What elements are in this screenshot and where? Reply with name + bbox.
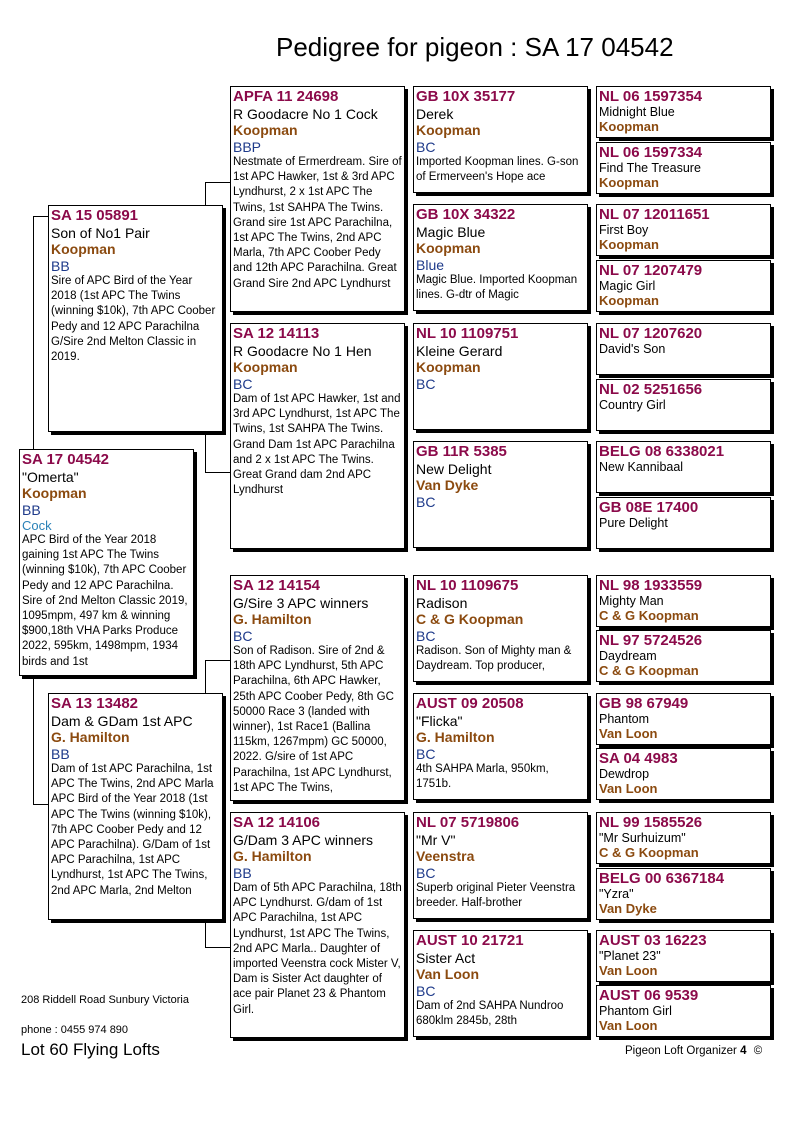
connector-line xyxy=(33,676,34,804)
breeder: G. Hamilton xyxy=(233,611,312,627)
ring-number: NL 02 5251656 xyxy=(599,381,703,398)
breeder: Koopman xyxy=(599,293,659,308)
color: BB xyxy=(22,502,41,518)
pigeon-name: Magic Girl xyxy=(599,279,656,293)
great-grandparent-card[interactable] xyxy=(413,812,588,919)
software-name: Pigeon Loft Organizer xyxy=(625,1045,737,1057)
great-grandparent-card[interactable] xyxy=(413,323,588,430)
software-version: 4 xyxy=(740,1045,747,1057)
pigeon-name: Sister Act xyxy=(416,950,476,966)
breeder: Koopman xyxy=(233,359,298,375)
color: BBP xyxy=(233,139,262,155)
ring-number: SA 12 14106 xyxy=(233,814,321,831)
ring-number: NL 06 1597334 xyxy=(599,144,703,161)
notes: Nestmate of Ermerdream. Sire of 1st APC Hawker, 1st & 3rd APC Lyndhurst, 2 x 1st APC The Twins, 1st SAHPA The Twins. Grand sire 1st APC Parachilna, 1st APC The Twins, 2nd APC Marla, 7th APC Coober Pedy and 12th APC Parachilna. Great Grand Sire 2nd APC Lyndhurst xyxy=(233,156,402,290)
ring-number: AUST 03 16223 xyxy=(599,932,707,949)
address: 208 Riddell Road Sunbury Victoria xyxy=(21,994,189,1006)
notes: Imported Koopman lines. G-son of Ermerveen's Hope ace xyxy=(416,156,579,184)
color: BC xyxy=(416,746,436,762)
ancestor-card[interactable] xyxy=(596,630,771,682)
connector-line xyxy=(205,917,206,947)
pigeon-name: R Goodacre No 1 Cock xyxy=(233,106,378,122)
pigeon-name: Derek xyxy=(416,106,454,122)
breeder: C & G Koopman xyxy=(599,845,699,860)
pigeon-name: "Omerta" xyxy=(22,469,79,485)
ancestor-card[interactable] xyxy=(596,86,771,138)
connector-line xyxy=(205,182,206,206)
ancestor-card[interactable] xyxy=(596,868,771,920)
breeder: Koopman xyxy=(599,175,659,190)
ancestor-card[interactable] xyxy=(596,575,771,627)
ancestor-card[interactable] xyxy=(596,748,771,800)
ring-number: SA 12 14154 xyxy=(233,577,321,594)
ancestor-card[interactable] xyxy=(596,260,771,312)
notes: Dam of 1st APC Parachilna, 1st APC The Twins, 2nd APC Marla APC Bird of the Year 2018 (1st APC The Twins (winning $10k), 7th APC Coober Pedy and 12 APC Parachilna). G/Dam of 1st APC Parachilna, 1st APC Lyndhurst, 1st APC The Twins, 2nd APC Marla, 2nd Melton xyxy=(51,763,214,897)
loft-name: Lot 60 Flying Lofts xyxy=(21,1040,160,1059)
pigeon-name: Phantom Girl xyxy=(599,1004,672,1018)
connector-line xyxy=(205,660,206,694)
color: BC xyxy=(233,628,253,644)
ancestor-card[interactable] xyxy=(596,441,771,493)
pigeon-name: Son of No1 Pair xyxy=(51,225,150,241)
ring-number: NL 97 5724526 xyxy=(599,632,703,649)
breeder: G. Hamilton xyxy=(233,848,312,864)
pigeon-name: G/Dam 3 APC winners xyxy=(233,832,374,848)
pigeon-name: Phantom xyxy=(599,712,650,726)
breeder: Van Loon xyxy=(599,726,658,741)
breeder: Koopman xyxy=(416,359,481,375)
breeder: Koopman xyxy=(51,241,116,257)
connector-line xyxy=(205,430,206,472)
breeder: Veenstra xyxy=(416,848,475,864)
ring-number: APFA 11 24698 xyxy=(233,88,339,105)
pigeon-name: "Mr Surhuizum" xyxy=(599,831,686,845)
ring-number: NL 10 1109675 xyxy=(416,577,519,594)
notes: Dam of 1st APC Hawker, 1st and 3rd APC Lyndhurst, 1st APC The Twins, 1st SAHPA The Twins. Grand Dam 1st APC Parachilna and 2 x 1st APC The Twins. Great Grand dam 2nd APC Lyndhurst xyxy=(233,393,401,497)
ring-number: NL 07 5719806 xyxy=(416,814,520,831)
ancestor-card[interactable] xyxy=(596,497,771,549)
color: BC xyxy=(416,983,436,999)
pigeon-name: New Delight xyxy=(416,461,492,477)
ring-number: NL 07 12011651 xyxy=(599,206,710,223)
ring-number: GB 11R 5385 xyxy=(416,443,507,460)
grandparent-card[interactable] xyxy=(230,86,405,312)
ancestor-card[interactable] xyxy=(596,985,771,1037)
connector-line xyxy=(205,947,230,948)
pigeon-name: Daydream xyxy=(599,649,657,663)
pigeon-name: "Planet 23" xyxy=(599,949,661,963)
connector-line xyxy=(33,804,48,805)
ring-number: NL 07 1207620 xyxy=(599,325,703,342)
color: Blue xyxy=(416,257,445,273)
pigeon-name: R Goodacre No 1 Hen xyxy=(233,343,372,359)
great-grandparent-card[interactable] xyxy=(413,575,588,682)
great-grandparent-card[interactable] xyxy=(413,693,588,800)
breeder: G. Hamilton xyxy=(416,729,495,745)
ring-number: SA 04 4983 xyxy=(599,750,678,767)
notes: APC Bird of the Year 2018 gaining 1st APC The Twins (winning $10k), 7th APC Coober Pedy and 12 APC Parachilna. Sire of 2nd Melton Classic 2019, 1095mpm, 497 km & winning $900,18th VHA Parks Produce 2022, 595km, 1498mpm, 1934 birds and 1st xyxy=(22,534,188,668)
color: BB xyxy=(233,865,252,881)
ring-number: GB 98 67949 xyxy=(599,695,689,712)
ring-number: SA 12 14113 xyxy=(233,325,320,342)
ancestor-card[interactable] xyxy=(596,812,771,864)
ring-number: NL 06 1597354 xyxy=(599,88,703,105)
pigeon-name: G/Sire 3 APC winners xyxy=(233,595,369,611)
breeder: Koopman xyxy=(416,240,481,256)
breeder: Koopman xyxy=(599,119,659,134)
color: BC xyxy=(233,376,253,392)
notes: 4th SAHPA Marla, 950km, 1751b. xyxy=(416,763,549,791)
ancestor-card[interactable] xyxy=(596,142,771,194)
pigeon-name: Dam & GDam 1st APC xyxy=(51,713,193,729)
connector-line xyxy=(205,472,230,473)
notes: Dam of 5th APC Parachilna, 18th APC Lyndhurst. G/dam of 1st APC Parachilna, 1st APC Lyndhurst, 1st APC The Twins, 2nd APC Marla.. Daughter of imported Veenstra cock Mister V, Dam is Sister Act daughter of ace pair Planet 23 & Phantom Girl. xyxy=(233,882,402,1016)
breeder: G. Hamilton xyxy=(51,729,130,745)
color: BB xyxy=(51,746,70,762)
pigeon-name: "Yzra" xyxy=(599,887,634,901)
breeder: C & G Koopman xyxy=(599,663,699,678)
pigeon-name: Midnight Blue xyxy=(599,105,675,119)
ring-number: BELG 08 6338021 xyxy=(599,443,725,460)
ancestor-card[interactable] xyxy=(596,204,771,256)
breeder: Koopman xyxy=(233,122,298,138)
sire-card[interactable] xyxy=(48,205,223,432)
color: BC xyxy=(416,376,436,392)
breeder: Van Loon xyxy=(599,1018,658,1033)
copyright-symbol: © xyxy=(753,1045,763,1057)
ancestor-card[interactable] xyxy=(596,930,771,982)
software-credit xyxy=(625,1045,762,1057)
color: BB xyxy=(51,258,70,274)
ring-number: AUST 10 21721 xyxy=(416,932,524,949)
ring-number: NL 99 1585526 xyxy=(599,814,703,831)
great-grandparent-card[interactable] xyxy=(413,930,588,1037)
pigeon-name: Mighty Man xyxy=(599,594,664,608)
ring-number: SA 17 04542 xyxy=(22,451,110,468)
ring-number: BELG 00 6367184 xyxy=(599,870,725,887)
breeder: Van Loon xyxy=(599,781,658,796)
breeder: C & G Koopman xyxy=(416,611,524,627)
ancestor-card[interactable] xyxy=(596,379,771,431)
pigeon-name: Kleine Gerard xyxy=(416,343,503,359)
connector-line xyxy=(205,182,230,183)
notes: Magic Blue. Imported Koopman lines. G-dtr of Magic xyxy=(416,274,578,302)
page-title: Pedigree for pigeon : SA 17 04542 xyxy=(276,32,674,62)
pigeon-name: Country Girl xyxy=(599,398,666,412)
notes: Sire of APC Bird of the Year 2018 (1st APC The Twins (winning $10k), 7th APC Coober Pedy and 12 APC Parachilna G/Sire 2nd Melton Classic in 2019. xyxy=(51,275,216,364)
breeder: Koopman xyxy=(599,237,659,252)
ring-number: GB 08E 17400 xyxy=(599,499,699,516)
connector-line xyxy=(33,216,48,217)
breeder: Koopman xyxy=(22,485,87,501)
breeder: Koopman xyxy=(416,122,481,138)
ring-number: NL 10 1109751 xyxy=(416,325,519,342)
breeder: Van Loon xyxy=(599,963,658,978)
grandparent-card[interactable] xyxy=(230,812,405,1038)
breeder: C & G Koopman xyxy=(599,608,699,623)
pigeon-name: Radison xyxy=(416,595,468,611)
connector-line xyxy=(205,660,230,661)
great-grandparent-card[interactable] xyxy=(413,441,588,548)
pigeon-name: David's Son xyxy=(599,342,666,356)
ring-number: GB 10X 35177 xyxy=(416,88,516,105)
ring-number: AUST 09 20508 xyxy=(416,695,524,712)
phone: phone : 0455 974 890 xyxy=(21,1024,129,1036)
ring-number: NL 98 1933559 xyxy=(599,577,703,594)
great-grandparent-card[interactable] xyxy=(413,86,588,193)
color: BC xyxy=(416,865,436,881)
sex: Cock xyxy=(22,518,52,533)
grandparent-card[interactable] xyxy=(230,323,405,549)
ring-number: GB 10X 34322 xyxy=(416,206,516,223)
ring-number: NL 07 1207479 xyxy=(599,262,703,279)
color: BC xyxy=(416,628,436,644)
color: BC xyxy=(416,139,436,155)
breeder: Van Dyke xyxy=(599,901,657,916)
notes: Dam of 2nd SAHPA Nundroo 680klm 2845b, 28th xyxy=(416,1000,564,1028)
pigeon-name: "Flicka" xyxy=(416,713,463,729)
subject-pigeon-card[interactable] xyxy=(19,449,194,676)
pigeon-name: First Boy xyxy=(599,223,649,237)
connector-line xyxy=(33,216,34,452)
ring-number: SA 13 13482 xyxy=(51,695,139,712)
pigeon-name: Find The Treasure xyxy=(599,161,701,175)
notes: Superb original Pieter Veenstra breeder. Half-brother xyxy=(416,882,576,910)
pigeon-name: Magic Blue xyxy=(416,224,486,240)
pigeon-name: Pure Delight xyxy=(599,516,668,530)
breeder: Van Dyke xyxy=(416,477,479,493)
breeder: Van Loon xyxy=(416,966,479,982)
great-grandparent-card[interactable] xyxy=(413,204,588,311)
grandparent-card[interactable] xyxy=(230,575,405,801)
pigeon-name: New Kannibaal xyxy=(599,460,684,474)
ring-number: AUST 06 9539 xyxy=(599,987,699,1004)
color: BC xyxy=(416,494,436,510)
notes: Radison. Son of Mighty man & Daydream. Top producer, xyxy=(416,645,572,673)
dam-card[interactable] xyxy=(48,693,223,920)
pigeon-name: Dewdrop xyxy=(599,767,650,781)
ancestor-card[interactable] xyxy=(596,693,771,745)
pigeon-name: "Mr V" xyxy=(416,832,456,848)
ancestor-card[interactable] xyxy=(596,323,771,375)
ring-number: SA 15 05891 xyxy=(51,207,139,224)
notes: Son of Radison. Sire of 2nd & 18th APC Lyndhurst, 5th APC Parachilna, 6th APC Hawker, 25th APC Coober Pedy, 8th GC 50000 Race 3 (landed with winner), 1st Race1 (Ballina 115km, 1267mpm) GC 50000, 2022. G/sire of 1st APC Parachilna, 1st APC Lyndhurst, 1st APC The Twins, xyxy=(233,645,394,794)
